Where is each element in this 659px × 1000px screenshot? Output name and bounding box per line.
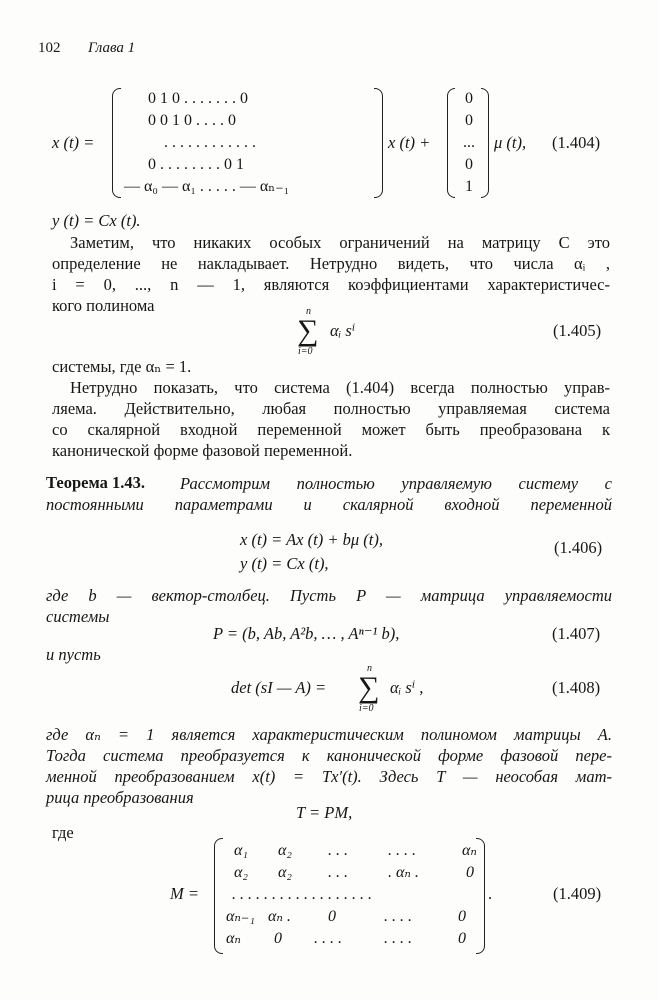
- eq1404-number: (1.404): [552, 133, 601, 152]
- text-line: системы: [46, 607, 110, 626]
- matrix-cell: α₂: [234, 864, 248, 881]
- matrix-left-bracket: [112, 88, 121, 198]
- eq1404-output: y (t) = Cx (t).: [52, 211, 141, 230]
- text-line: Тогда система преобразуется к канонической форме фазовой пере-: [46, 746, 612, 765]
- text-line: Нетрудно показать, что система (1.404) всегда полностью управ-: [70, 378, 610, 397]
- paragraph-2: системы, где αₙ = 1.: [52, 357, 192, 376]
- text-line: Заметим, что никаких особых ограничений на матрицу C это: [70, 233, 610, 252]
- vector-entry: 0: [465, 156, 473, 173]
- matrix-cell: 0: [458, 930, 466, 947]
- eq1408-number: (1.408): [552, 678, 601, 697]
- eq1408-sum-lower: i=0: [359, 703, 374, 714]
- text-line: кого полинома: [52, 296, 155, 315]
- matrix-row: [226, 884, 482, 906]
- vector-left-bracket: [447, 88, 455, 198]
- matrix-cell: αₙ: [226, 930, 241, 947]
- eq1406-line1: x (t) = Ax (t) + bμ (t),: [240, 530, 383, 549]
- eq1404-mid: x (t) +: [388, 133, 431, 152]
- vector-entry: 0: [465, 90, 473, 107]
- matrix-row: . . . . . . . . . . . .: [164, 134, 256, 151]
- matrix-cell: . . .: [328, 842, 348, 859]
- matrix-cell: 0: [328, 908, 336, 925]
- eq1407-number: (1.407): [552, 624, 601, 643]
- eq1406-line2: y (t) = Cx (t),: [240, 554, 329, 573]
- matrix-cell: . . . . . . . . . . . . . . . . . .: [232, 886, 372, 903]
- text-line: i = 0, ..., n — 1, являются коэффициентами характеристичес-: [52, 275, 610, 294]
- eq1409-lhs: M =: [170, 884, 200, 903]
- matrix-right-bracket: [374, 88, 383, 198]
- matrix-cell: 0: [274, 930, 282, 947]
- eq1405-body: αᵢ sⁱ: [330, 321, 356, 340]
- sigma-icon: ∑: [358, 671, 380, 704]
- eq1409-number: (1.409): [553, 884, 602, 903]
- matrix-left-bracket: [214, 838, 223, 954]
- text-line: со скалярной входной переменной может быть преобразована к: [52, 420, 610, 439]
- text-line: где αₙ = 1 является характеристическим полиномом матрицы A.: [46, 725, 612, 744]
- matrix-row: [226, 906, 482, 928]
- matrix-row: — α₀ — α₁ . . . . . — αₙ₋₁: [124, 178, 290, 195]
- paragraph-5: и пусть: [46, 645, 101, 664]
- text-line: определение не накладывает. Нетрудно видеть, что числа αᵢ ,: [52, 254, 610, 273]
- eq1409-tail: .: [488, 884, 493, 903]
- paragraph-4: [46, 585, 612, 627]
- matrix-row: 0 1 0 . . . . . . . 0: [148, 90, 248, 107]
- matrix-cell: αₙ₋₁: [226, 908, 255, 925]
- eq1404-lhs: x (t) =: [52, 133, 95, 152]
- chapter-title: Глава 1: [88, 40, 136, 56]
- matrix-row: [226, 840, 482, 862]
- eq1408-lhs: det (sI — A) =: [231, 678, 327, 697]
- eq1407-body: P = (b, Ab, A²b, … , Aⁿ⁻¹ b),: [213, 624, 400, 643]
- matrix-cell: α₁: [234, 842, 248, 859]
- matrix-row: 0 . . . . . . . . 0 1: [148, 156, 244, 173]
- vector-entry: 0: [465, 112, 473, 129]
- paragraph-6: [46, 724, 612, 808]
- matrix-row: [226, 862, 482, 884]
- matrix-row: 0 0 1 0 . . . . 0: [148, 112, 236, 129]
- matrix-cell: 0: [458, 908, 466, 925]
- matrix-right-bracket: [476, 838, 485, 954]
- matrix-cell: 0: [466, 864, 474, 881]
- paragraph-1: [52, 232, 610, 316]
- matrix-cell: . . .: [328, 864, 348, 881]
- text-line: канонической форме фазовой переменной.: [52, 441, 353, 460]
- theorem-title: Теорема 1.43.: [46, 473, 145, 492]
- page-number: 102: [38, 40, 61, 56]
- eq1405-number: (1.405): [553, 321, 602, 340]
- text-line: рица преобразования: [46, 788, 194, 807]
- matrix-cell: . . . .: [384, 930, 412, 947]
- text-line: где b — вектор-столбец. Пусть P — матрица управляемости: [46, 586, 612, 605]
- eq-T: T = PM,: [296, 803, 353, 822]
- eq1408-body: αᵢ sⁱ ,: [390, 678, 424, 697]
- theorem-statement: [46, 473, 612, 515]
- matrix-cell: α₂: [278, 864, 292, 881]
- vector-right-bracket: [481, 88, 489, 198]
- matrix-cell: α₂: [278, 842, 292, 859]
- eq1408-sum-upper: n: [367, 663, 372, 674]
- eq1409-matrix: [226, 840, 482, 950]
- matrix-cell: . . . .: [384, 908, 412, 925]
- text-line: менной преобразованием x(t) = Tx′(t). Здесь T — неособая мат-: [46, 767, 612, 786]
- text-line: Рассмотрим полностью управляемую систему с: [180, 474, 612, 493]
- matrix-cell: . . . .: [314, 930, 342, 947]
- sigma-icon: ∑: [297, 314, 319, 347]
- eq1406-number: (1.406): [554, 538, 603, 557]
- eq1405-sum-lower: i=0: [298, 346, 313, 357]
- vector-entry: 1: [465, 178, 473, 195]
- matrix-cell: . αₙ .: [388, 864, 419, 881]
- eq1404-tail: μ (t),: [494, 133, 527, 152]
- matrix-cell: αₙ: [462, 842, 477, 859]
- eq1405-sum-upper: n: [306, 306, 311, 317]
- matrix-cell: . . . .: [388, 842, 416, 859]
- matrix-row: [226, 928, 482, 950]
- eq1404-matrix: [124, 88, 289, 198]
- matrix-cell: αₙ .: [268, 908, 291, 925]
- text-line: постоянными параметрами и скалярной входной переменной: [46, 495, 612, 514]
- paragraph-3: [52, 377, 610, 461]
- paragraph-7: где: [52, 823, 74, 842]
- vector-entry: ...: [463, 134, 475, 151]
- eq1404-vector: [458, 88, 480, 198]
- text-line: ляема. Действительно, любая полностью управляемая система: [52, 399, 610, 418]
